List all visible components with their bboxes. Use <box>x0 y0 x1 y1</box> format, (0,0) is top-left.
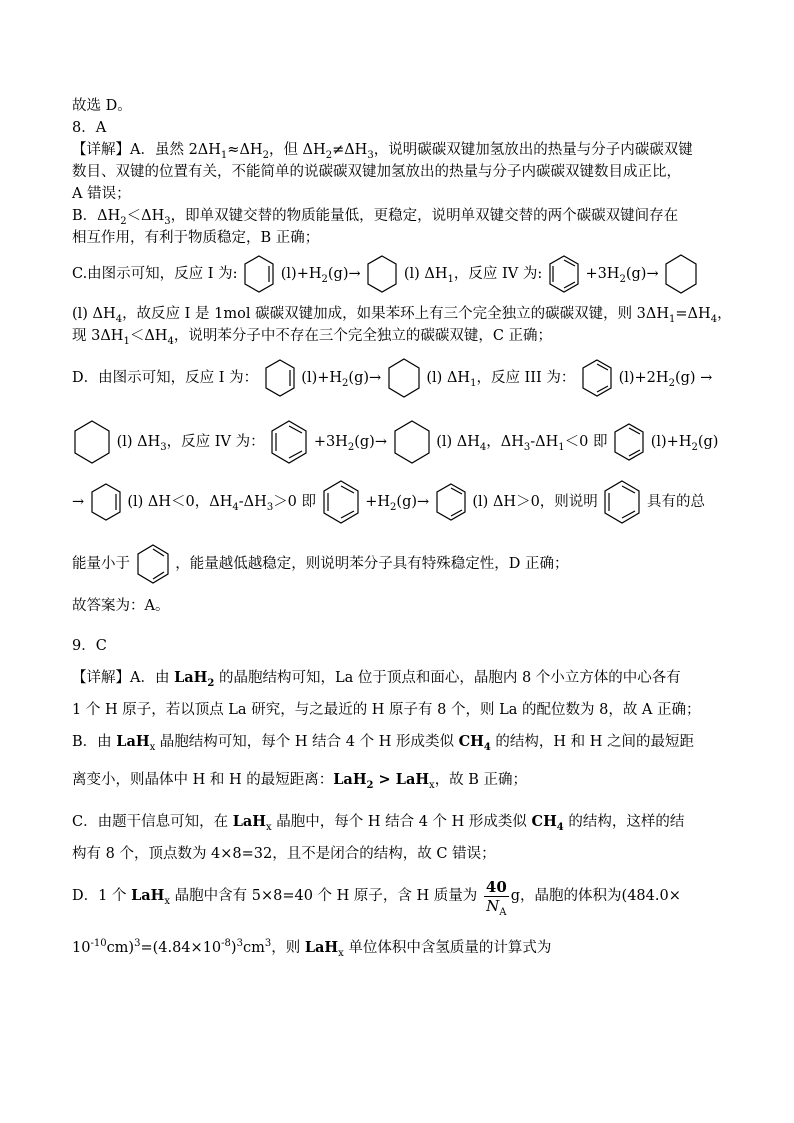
cyclohexadiene-icon <box>135 543 171 585</box>
text-line: B．$\Delta H_2<\Delta H_3$，即单双键交替的物质能量低，更稳定，说明单双键交替的两个碳碳双键间存在 <box>72 208 679 227</box>
benzene-icon <box>602 479 642 525</box>
text-line: 【详解】A．虽然 $2\Delta H_1\approx\Delta H_2$，但 $\Delta H_2\ne\Delta H_3$，说明碳碳双键加氢放出的热量与分子内碳碳双键 <box>72 142 693 161</box>
cyclohexadiene-icon <box>580 358 614 398</box>
text-line: 构有 8 个，顶点数为 4×8=32，且不是闭合的结构，故 C 错误； <box>72 846 496 862</box>
cyclohexene-icon <box>89 482 123 522</box>
text-line: 能量小于 ，能量越低越稳定，则说明苯分子具有特殊稳定性，D 正确； <box>72 542 568 586</box>
text-line: D．由图示可知，反应 I 为： $(l)+H_2(g)\to (l)$ $\Delta H_1$，反应 III 为： $(l)+2H_2(g)$ → <box>72 356 712 400</box>
cyclohexene-icon <box>263 358 297 398</box>
text-line: 1 个 H 原子，若以顶点 La 研究，与之最近的 H 原子有 8 个，则 La 的配位数为 8，故 A 正确； <box>72 702 701 718</box>
text-line: 相互作用，有利于物质稳定，B 正确； <box>72 230 320 246</box>
text-line: 故选 D。 <box>72 98 132 114</box>
text-line: $10^{-10}cm)^3=(4.84\times 10^{-8})^3cm^3$，则 LaH$_x$ 单位体积中含氢质量的计算式为 <box>72 938 552 959</box>
benzene-icon <box>269 419 309 465</box>
text-line: C．由题干信息可知，在 LaH$_x$ 晶胞中，每个 H 结合 4 个 H 形成类似 $CH_4$ 的结构，这样的结 <box>72 813 685 833</box>
cyclohexane-icon <box>365 254 399 294</box>
cyclohexane-icon <box>663 253 699 295</box>
mass-fraction: $\frac{40}{N_A}$ <box>485 877 507 918</box>
cyclohexene-icon <box>242 254 276 294</box>
text-line: A 错误； <box>72 186 131 202</box>
text-line: → (l) ΔH＜0，$\Delta H_4-\Delta H_3>0$ 即 $+H_2(g)\to (l)$ ΔH＞0，则说明 具有的总 <box>72 478 705 526</box>
text-line: 数目、双键的位置有关，不能简单的说碳碳双键加氢放出的热量与分子内碳碳双键数目成正比， <box>72 164 681 180</box>
benzene-icon <box>321 479 361 525</box>
text-line: B．由 LaH$_x$ 晶胞结构可知，每个 H 结合 4 个 H 形成类似 $CH_4$ 的结构，H 和 H 之间的最短距 <box>72 733 695 753</box>
text-line: D．1 个 LaH$_x$ 晶胞中含有 5×8=40 个 H 原子，含 H 质量为 $\frac{40}{N_A}$ g，晶胞的体积为(484.0× <box>72 877 681 918</box>
cyclohexane-icon <box>392 419 432 465</box>
text-line: C.由图示可知，反应 I 为: $(l)+H_2(g)\to (l)$ $\Delta H_1$，反应 IV 为: $+3H_2(g)\to$ <box>72 252 699 296</box>
cyclohexane-icon <box>386 357 422 399</box>
cyclohexane-icon <box>72 419 112 465</box>
cyclohexadiene-icon <box>434 482 468 522</box>
text-line: 离变小，则晶体中 H 和 H 的最短距离：LaH$_2$ > LaH$_x$，故 B 正确； <box>72 771 528 791</box>
question-number: 9．C <box>72 638 107 654</box>
text-line: 故答案为：A。 <box>72 598 170 614</box>
text-line: 现 $3\Delta H_1<\Delta H_4$，说明苯分子中不存在三个完全独立的碳碳双键，C 正确； <box>72 328 553 347</box>
text-line: (l) $\Delta H_4$，故反应 I 是 1mol 碳碳双键加成，如果苯环上有三个完全独立的碳碳双键，则 $3\Delta H_1=\Delta H_4$， <box>72 306 732 325</box>
text-line: (l) $\Delta H_3$，反应 IV 为： $+3H_2(g)\to (l)$ $\Delta H_4$，$\Delta H_3-\Delta H_1<0$ 即 $(l)+H_2(g)$ <box>72 418 718 466</box>
text-line: 【详解】A．由 LaH$_2$ 的晶胞结构可知，La 位于顶点和面心，晶胞内 8 个小立方体的中心各有 <box>72 669 681 689</box>
cyclohexadiene-icon <box>612 422 646 462</box>
benzene-icon <box>547 254 581 294</box>
question-number: 8．A <box>72 120 107 136</box>
